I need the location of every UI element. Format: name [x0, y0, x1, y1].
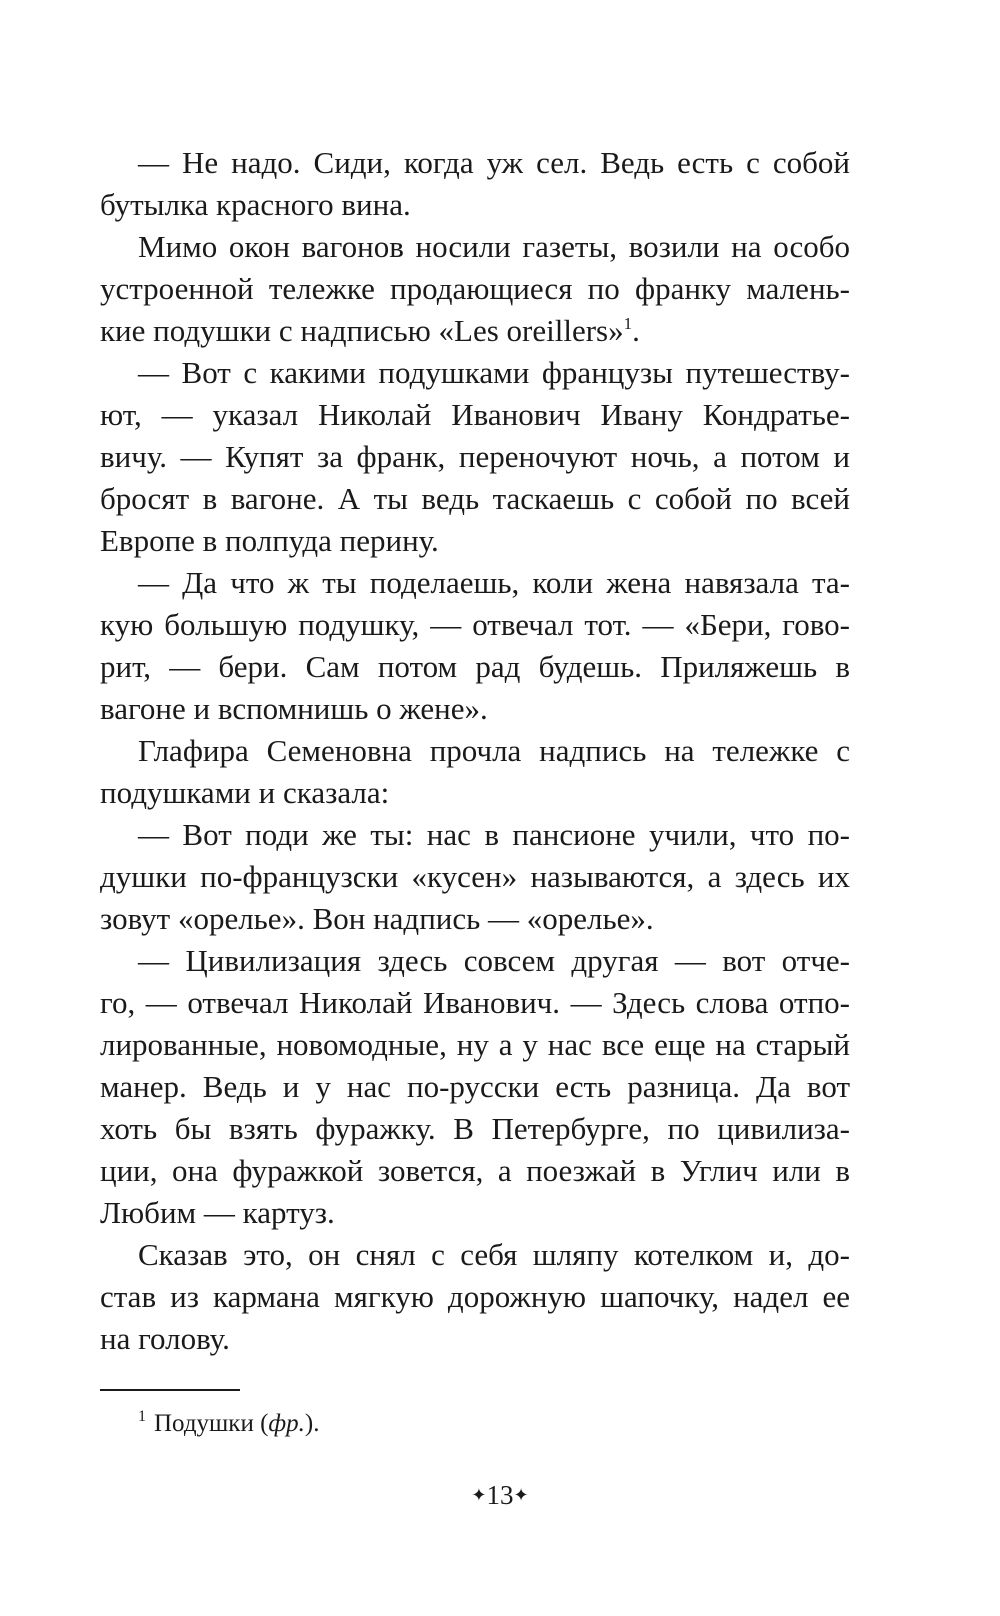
text-line: душки по-французски «кусен» называются, а здесь их — [100, 859, 850, 894]
text-line: на голову. — [100, 1321, 230, 1356]
footnote-language-abbrev: фр. — [268, 1410, 305, 1437]
text-line: Глафира Семеновна прочла надпись на тележке с — [138, 733, 850, 768]
footnote-number: 1 — [138, 1408, 146, 1425]
text-line: ют, — указал Николай Иванович Ивану Кондратье- — [100, 397, 850, 432]
text-line: кую большую подушку, — отвечал тот. — «Бери, гово- — [100, 607, 850, 642]
text-line: подушками и сказала: — [100, 775, 390, 810]
text-line: — Вот с какими подушками французы путешеству- — [138, 355, 850, 390]
text-line: — Не надо. Сиди, когда уж сел. Ведь есть с собой — [138, 145, 850, 180]
text-line: хоть бы взять фуражку. В Петербурге, по цивилиза- — [100, 1111, 850, 1146]
text-line: вичу. — Купят за франк, переночуют ночь, а потом и — [100, 439, 850, 474]
text-line: Сказав это, он снял с себя шляпу котелком и, до- — [138, 1237, 850, 1272]
page-number-value: 13 — [486, 1480, 514, 1510]
footnote-reference-trailing: . — [632, 313, 640, 348]
text-line: — Да что ж ты поделаешь, коли жена навязала та- — [138, 565, 850, 600]
text-line: бросят в вагоне. А ты ведь таскаешь с собой по всей — [100, 481, 850, 516]
footnote-text: Подушки ( — [154, 1410, 269, 1437]
footnote-tail: ). — [304, 1410, 320, 1437]
star-ornament-icon: ✦ — [471, 1485, 487, 1506]
footnote — [138, 1407, 319, 1441]
text-line: го, — отвечал Николай Иванович. — Здесь слова отпо- — [100, 985, 850, 1020]
text-line — [100, 310, 850, 352]
text-line: бутылка красного вина. — [100, 187, 411, 222]
text-line-content: кие подушки с надписью «Les oreillers» — [100, 313, 624, 348]
body-text — [100, 142, 850, 1360]
text-line: — Вот поди же ты: нас в пансионе учили, что по- — [138, 817, 850, 852]
text-line: вагоне и вспомнишь о жене». — [100, 691, 488, 726]
text-line: рит, — бери. Сам потом рад будешь. Приляжешь в — [100, 649, 850, 684]
text-line: — Цивилизация здесь совсем другая — вот отче- — [138, 943, 850, 978]
text-line: зовут «орелье». Вон надпись — «орелье». — [100, 901, 654, 936]
text-line: ции, она фуражкой зовется, а поезжай в Углич или в — [100, 1153, 850, 1188]
text-line: Мимо окон вагонов носили газеты, возили на особо — [138, 229, 850, 264]
text-line: манер. Ведь и у нас по-русски есть разница. Да вот — [100, 1069, 850, 1104]
text-line: став из кармана мягкую дорожную шапочку, надел ее — [100, 1279, 850, 1314]
text-line: Европе в полпуда перину. — [100, 523, 439, 558]
text-line: Любим — картуз. — [100, 1195, 335, 1230]
footnote-separator — [100, 1389, 240, 1391]
star-ornament-icon: ✦ — [513, 1485, 529, 1506]
page-number — [0, 1478, 1000, 1513]
text-line: устроенной тележке продающиеся по франку малень- — [100, 271, 850, 306]
text-line: лированные, новомодные, ну а у нас все еще на старый — [100, 1027, 850, 1062]
footnote-reference: 1 — [623, 314, 633, 333]
